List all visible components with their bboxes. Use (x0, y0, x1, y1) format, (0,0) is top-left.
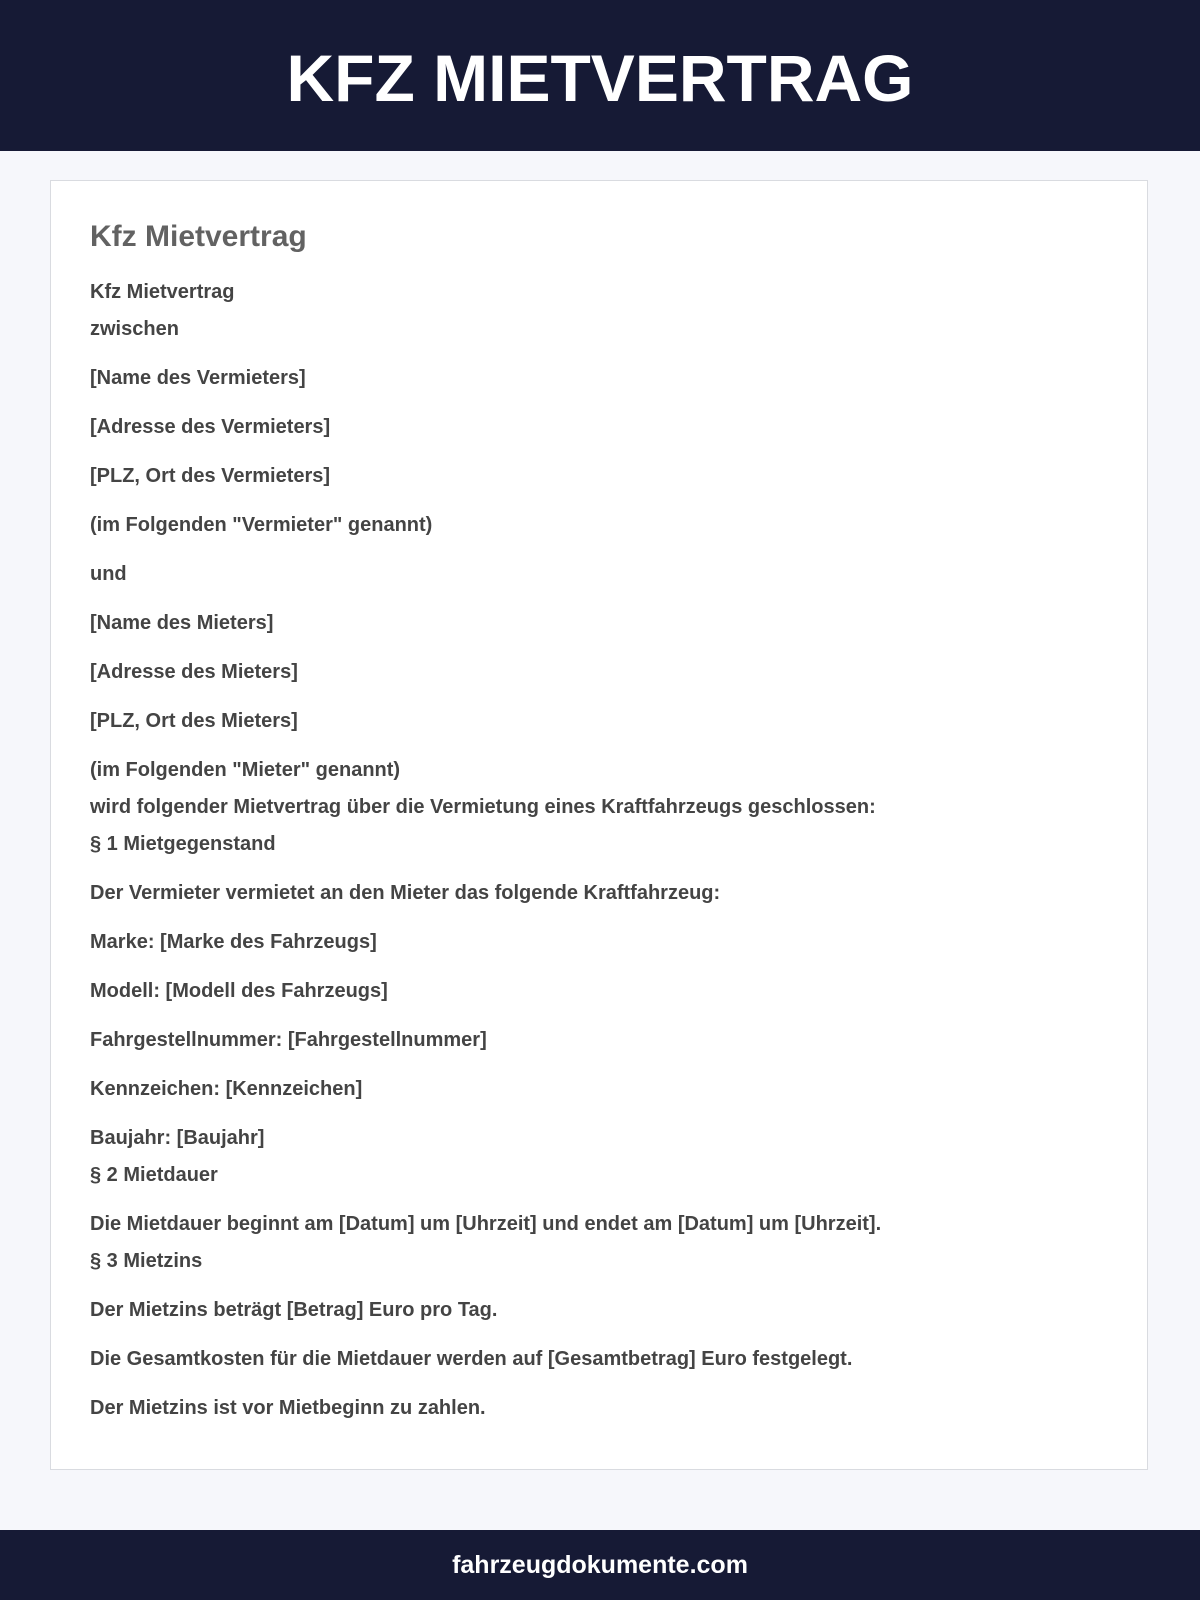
section-heading-3: § 3 Mietzins (90, 1250, 203, 1272)
doc-line-landlord-label: (im Folgenden "Vermieter" genannt) (90, 514, 433, 536)
doc-line-model: Modell: [Modell des Fahrzeugs] (90, 980, 388, 1002)
doc-line-tenant-address: [Adresse des Mieters] (90, 661, 298, 683)
doc-line-total-cost: Die Gesamtkosten für die Mietdauer werden auf [Gesamtbetrag] Euro festgelegt. (90, 1348, 853, 1370)
doc-line-payment: Der Mietzins ist vor Mietbeginn zu zahlen. (90, 1397, 486, 1419)
doc-line-tenant-label: (im Folgenden "Mieter" genannt) (90, 759, 401, 781)
doc-line-and: und (90, 563, 127, 585)
section-heading-2: § 2 Mietdauer (90, 1164, 218, 1186)
doc-line-contract-intro: wird folgender Mietvertrag über die Vermietung eines Kraftfahrzeugs geschlossen: (90, 796, 876, 818)
footer-site-name: fahrzeugdokumente.com (452, 1550, 748, 1579)
doc-line-plate: Kennzeichen: [Kennzeichen] (90, 1078, 363, 1100)
doc-line-year: Baujahr: [Baujahr] (90, 1127, 265, 1149)
header-title: KFZ MIETVERTRAG (286, 40, 914, 115)
doc-line-duration: Die Mietdauer beginnt am [Datum] um [Uhrzeit] und endet am [Datum] um [Uhrzeit]. (90, 1213, 882, 1235)
doc-line-landlord-city: [PLZ, Ort des Vermieters] (90, 465, 331, 487)
page-header (0, 0, 1200, 151)
section-heading-1: § 1 Mietgegenstand (90, 833, 276, 855)
page-footer (0, 1530, 1200, 1600)
doc-line-landlord-name: [Name des Vermieters] (90, 367, 306, 389)
doc-line-vin: Fahrgestellnummer: [Fahrgestellnummer] (90, 1029, 487, 1051)
document-title: Kfz Mietvertrag (90, 220, 307, 253)
doc-line-tenant-city: [PLZ, Ort des Mieters] (90, 710, 298, 732)
doc-line-between: zwischen (90, 318, 179, 340)
doc-line-brand: Marke: [Marke des Fahrzeugs] (90, 931, 377, 953)
doc-line-landlord-address: [Adresse des Vermieters] (90, 416, 331, 438)
doc-line-heading: Kfz Mietvertrag (90, 281, 235, 303)
doc-line-vehicle-intro: Der Vermieter vermietet an den Mieter das folgende Kraftfahrzeug: (90, 882, 721, 904)
doc-line-daily-rate: Der Mietzins beträgt [Betrag] Euro pro Tag. (90, 1299, 498, 1321)
doc-line-tenant-name: [Name des Mieters] (90, 612, 274, 634)
